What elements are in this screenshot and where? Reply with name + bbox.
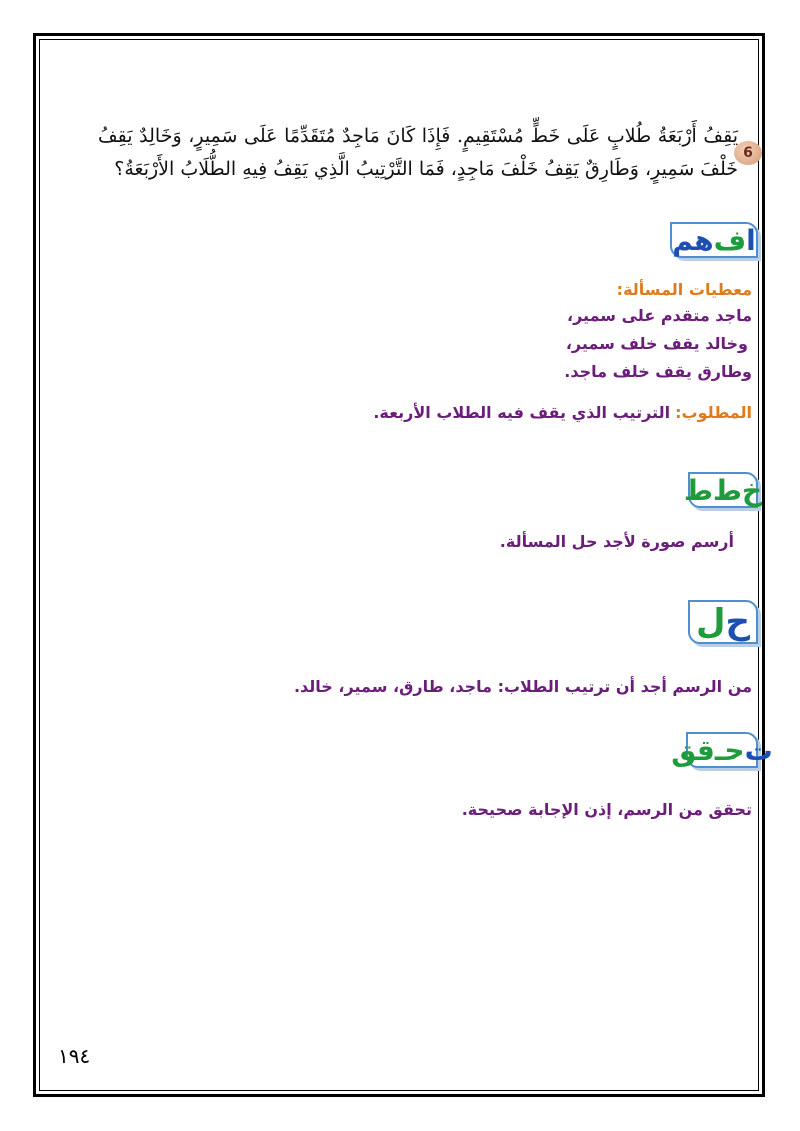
step-understand-heading <box>670 222 758 258</box>
required-text: الترتيب الذي يقف فيه الطلاب الأربعة. <box>373 403 671 422</box>
step-solve-heading <box>688 600 758 644</box>
check-text: تحقق من الرسم، إذن الإجابة صحيحة. <box>461 800 752 819</box>
check-heading-part2: حـ <box>714 733 745 767</box>
givens-label: معطيات المسألة: <box>616 280 752 299</box>
check-heading-part3: قق <box>671 733 715 767</box>
given-1: ماجد متقدم على سمير، <box>567 306 752 325</box>
problem-number-badge <box>734 141 762 165</box>
required-label: المطلوب: <box>675 403 752 422</box>
solve-heading-part1: ح <box>725 602 751 642</box>
required-line <box>373 403 752 422</box>
solve-text: من الرسم أجد أن ترتيب الطلاب: ماجد، طارق، سمير، خالد. <box>293 677 752 696</box>
understand-heading-part1: ا <box>746 223 756 257</box>
page-border-inner <box>39 39 759 1091</box>
step-plan-heading <box>683 472 763 508</box>
given-2: وخالد يقف خلف سمير، <box>565 334 748 353</box>
understand-heading-part3: هم <box>672 223 714 257</box>
solve-heading-part2: ل <box>695 602 726 642</box>
given-3: وطارق يقف خلف ماجد. <box>564 362 752 381</box>
step-check-heading <box>671 732 773 768</box>
understand-heading-part2: ف <box>713 223 747 257</box>
page-number: ١٩٤ <box>58 1044 91 1068</box>
problem-number: 6 <box>743 145 753 161</box>
problem-statement: يَقِفُ أَرْبَعَةُ طُلابٍ عَلَى خَطٍّ مُسْتَقِيمٍ. فَإِذَا كَانَ مَاجِدٌ مُتَقَدِّمًا عَلَى سَمِيرٍ، وَخَالِدٌ يَقِفُ خَلْفَ سَمِيرٍ، وَطَارِقٌ يَقِفُ خَلْفَ مَاجِدٍ، فَمَا التَّرْتِيبُ الَّذِي يَقِفُ فِيهِ الطُّلَابُ الأَرْبَعَةُ؟ <box>98 125 738 180</box>
plan-text: أرسم صورة لأجد حل المسألة. <box>499 532 734 551</box>
check-heading-part1: ت <box>744 733 773 767</box>
plan-heading-part1: خ <box>742 473 763 507</box>
plan-heading-part3: ط <box>683 473 713 507</box>
plan-heading-part2: ط <box>712 473 742 507</box>
